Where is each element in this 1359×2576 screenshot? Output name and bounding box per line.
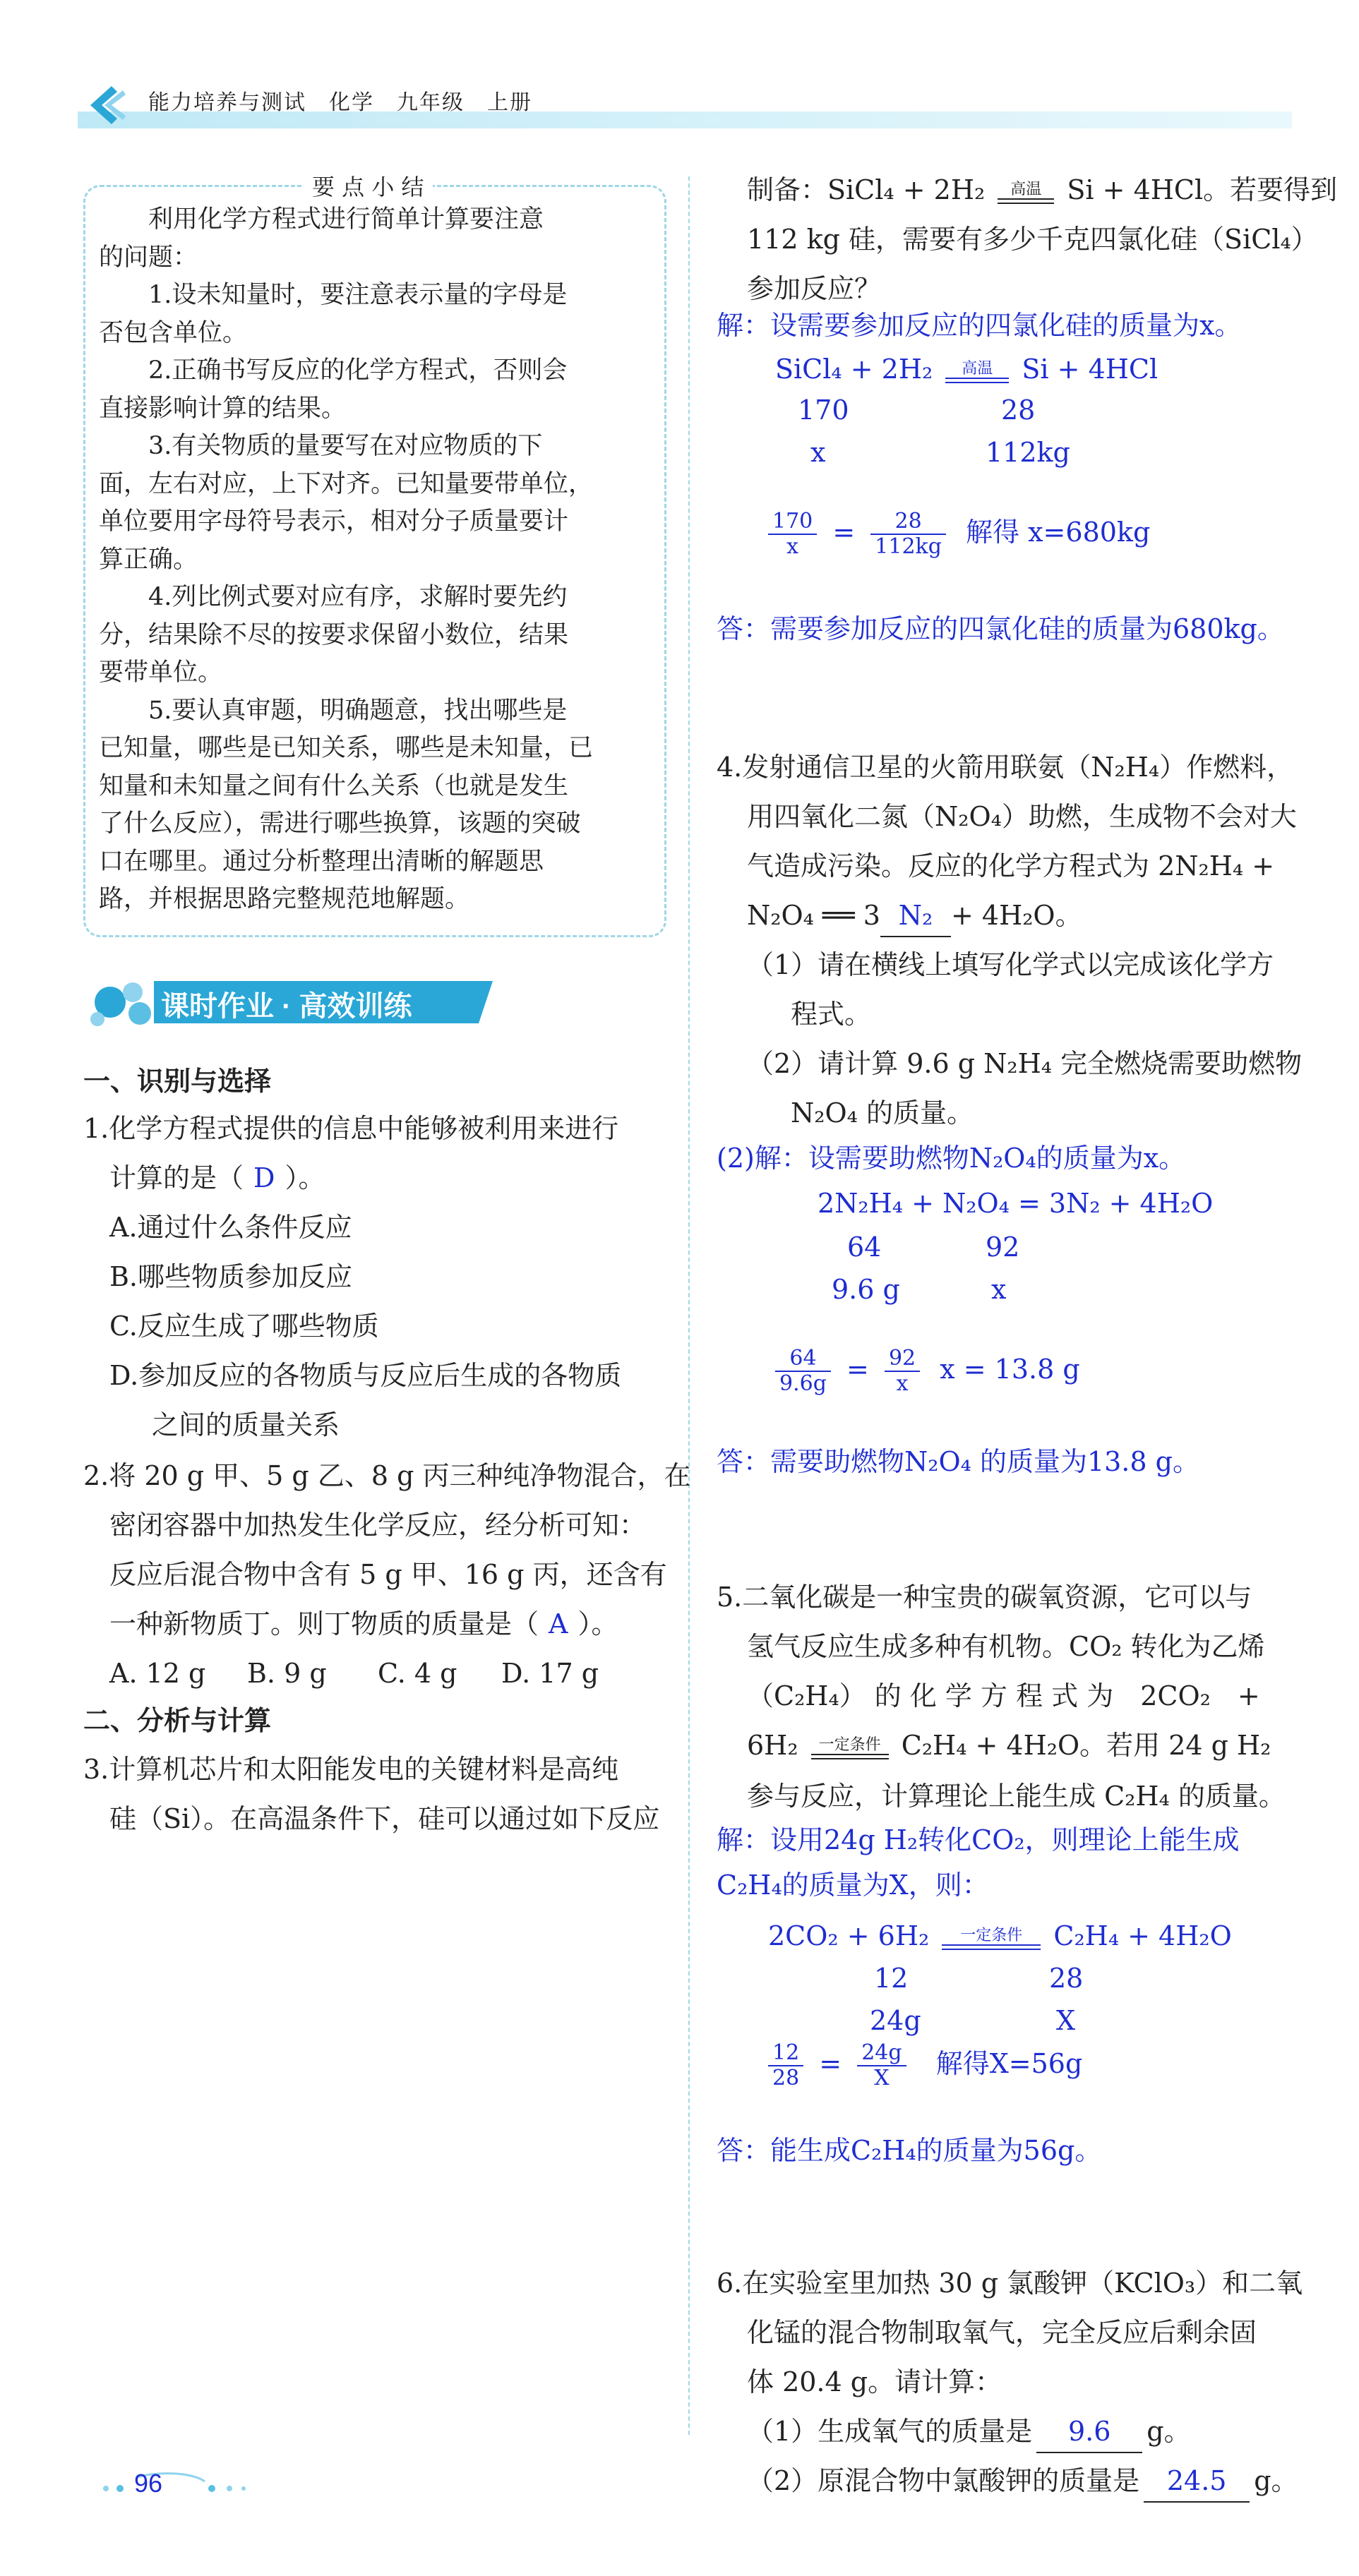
a3-products: Si + 4HCl xyxy=(1022,354,1159,385)
summary-line: 利用化学方程式进行简单计算要注意 xyxy=(99,205,544,234)
q6-part2 xyxy=(747,2460,1298,2503)
q6-part1-answer: 9.6 xyxy=(1036,2411,1142,2453)
summary-text xyxy=(99,201,593,919)
summary-line: 路，并根据思路完整规范地解题。 xyxy=(99,885,470,913)
q4-part2-cont: N₂O₄ 的质量。 xyxy=(791,1097,974,1128)
q6-line1: 6.在实验室里加热 30 g 氯酸钾（KClO₃）和二氧 xyxy=(717,2268,1303,2299)
a5-known: 24g xyxy=(870,2005,921,2036)
q5-line5: 参与反应，计算理论上能生成 C₂H₄ 的质量。 xyxy=(747,1781,1286,1812)
summary-line: 口在哪里。通过分析整理出清晰的解题思 xyxy=(99,847,544,876)
reaction-condition: 高温 xyxy=(962,359,993,378)
summary-line: 2.正确书写反应的化学方程式，否则会 xyxy=(99,356,568,385)
summary-line: 直接影响计算的结果。 xyxy=(99,394,347,423)
q1-stem-end: ）。 xyxy=(285,1162,325,1193)
summary-line: 了什么反应），需进行哪些换算，该题的突破 xyxy=(99,809,581,838)
q1-option-d: D.参加反应的各物质与反应后生成的各物质 xyxy=(109,1360,622,1391)
q6-part2-unit: g。 xyxy=(1254,2465,1298,2496)
fraction-denominator: X xyxy=(874,2066,890,2090)
summary-line: 分，结果除不尽的按要求保留小数位，结果 xyxy=(99,620,569,649)
q4-line1: 4.发射通信卫星的火箭用联氨（N₂H₄）作燃料， xyxy=(717,752,1294,783)
q2-stem: 一种新物质丁。则丁物质的质量是（ xyxy=(109,1608,539,1639)
header-title: 能力培养与测试 化学 九年级 上册 xyxy=(148,91,532,114)
q6-part2-text: （2）原混合物中氯酸钾的质量是 xyxy=(747,2465,1140,2496)
a4-setup: (2)解：设需要助燃物N₂O₄的质量为x。 xyxy=(717,1143,1186,1174)
summary-line: 1.设未知量时，要注意表示量的字母是 xyxy=(99,281,568,309)
q6-part2-answer: 24.5 xyxy=(1144,2460,1250,2503)
a3-equation xyxy=(775,349,1158,390)
q2-line2: 密闭容器中加热发生化学反应，经分析可知： xyxy=(109,1510,647,1541)
a4-known: 9.6 g xyxy=(832,1274,900,1305)
summary-line: 算正确。 xyxy=(99,545,198,574)
q1-line1: 1.化学方程式提供的信息中能够被利用来进行 xyxy=(83,1113,619,1144)
q5-reactant: 6H₂ xyxy=(747,1730,798,1761)
q6-part1-text: （1）生成氧气的质量是 xyxy=(747,2416,1033,2447)
q1-option-a: A.通过什么条件反应 xyxy=(109,1212,352,1243)
a3-answer: 答：需要参加反应的四氯化硅的质量为680kg。 xyxy=(717,613,1284,644)
q2-answer: A xyxy=(549,1608,568,1639)
a4-equation: 2N₂H₄ + N₂O₄ = 3N₂ + 4H₂O xyxy=(818,1188,1214,1219)
q4-equation-end: + 4H₂O。 xyxy=(950,900,1082,931)
fraction-numerator: 64 xyxy=(775,1347,831,1372)
summary-title: 要 点 小 结 xyxy=(304,167,433,207)
section-title-2: 二、分析与计算 xyxy=(83,1707,272,1736)
q3-reactants: 制备：SiCl₄ + 2H₂ xyxy=(747,174,986,205)
banner-label: 课时作业 · 高效训练 xyxy=(161,991,412,1022)
q6-line2: 化锰的混合物制取氧气，完全反应后剩余固 xyxy=(747,2317,1257,2348)
q1-option-c: C.反应生成了哪些物质 xyxy=(109,1311,379,1342)
summary-line: 5.要认真审题，明确题意，找出哪些是 xyxy=(99,696,568,725)
q3-line2: 硅（Si）。在高温条件下，硅可以通过如下反应 xyxy=(109,1803,660,1834)
q5-products: C₂H₄ + 4H₂O。若用 24 g H₂ xyxy=(901,1730,1271,1761)
q2-option-b: B. 9 g xyxy=(247,1658,327,1689)
summary-line: 面，左右对应，上下对齐。已知量要带单位， xyxy=(99,469,594,498)
q4-part1: （1）请在横线上填写化学式以完成该化学方 xyxy=(747,949,1274,980)
a3-known: 112kg xyxy=(986,437,1070,468)
a4-proportion: $\frac{64}{9.6g}$ = $\frac{92}{x}$ x = 13.8 g xyxy=(775,1347,1080,1396)
q3-products: Si + 4HCl。若要得到 xyxy=(1067,174,1338,205)
a3-proportion: $\frac{170}{x}$ = $\frac{28}{112kg}$ 解得 x=680kg xyxy=(768,510,1150,559)
a3-reactants: SiCl₄ + 2H₂ xyxy=(775,354,933,385)
reaction-arrow xyxy=(942,1927,1041,1950)
a3-mr-si: 28 xyxy=(1001,395,1036,426)
reaction-arrow xyxy=(945,361,1009,383)
fraction-numerator: 170 xyxy=(768,510,817,535)
q6-part1 xyxy=(747,2411,1191,2453)
q4-part1-cont: 程式。 xyxy=(791,999,872,1030)
q4-line4 xyxy=(747,895,1082,937)
q6-line3: 体 20.4 g。请计算： xyxy=(747,2366,1002,2397)
q4-blank-answer: N₂ xyxy=(880,895,951,937)
q3-cont-line3: 参加反应？ xyxy=(747,273,882,304)
reaction-arrow xyxy=(998,181,1054,204)
a5-proportion: $\frac{12}{28}$ = $\frac{24g}{X}$ 解得X=56g xyxy=(768,2041,1082,2090)
summary-line: 3.有关物质的量要写在对应物质的下 xyxy=(99,432,543,460)
reaction-condition: 一定条件 xyxy=(818,1735,881,1754)
footer-stars-icon xyxy=(99,2467,282,2503)
fraction-numerator: 28 xyxy=(870,510,946,535)
a4-answer: 答：需要助燃物N₂O₄ 的质量为13.8 g。 xyxy=(717,1446,1199,1477)
summary-line: 单位要用字母符号表示，相对分子质量要计 xyxy=(99,507,569,536)
q1-line2 xyxy=(109,1157,325,1198)
a4-result: x = 13.8 g xyxy=(940,1353,1080,1385)
a5-answer: 答：能生成C₂H₄的质量为56g。 xyxy=(717,2135,1102,2166)
a5-products: C₂H₄ + 4H₂O xyxy=(1053,1920,1232,1951)
q1-answer: D xyxy=(253,1162,275,1193)
a3-setup: 解：设需要参加反应的四氯化硅的质量为x。 xyxy=(717,310,1242,341)
chevron-left-icon xyxy=(83,83,127,127)
q4-part2: （2）请计算 9.6 g N₂H₄ 完全燃烧需要助燃物 xyxy=(747,1048,1303,1079)
a5-setup: 解：设用24g H₂转化CO₂，则理论上能生成 xyxy=(717,1824,1240,1855)
reaction-arrow xyxy=(811,1737,889,1759)
fraction-denominator: 112kg xyxy=(875,534,942,559)
fraction-denominator: 9.6g xyxy=(779,1371,827,1396)
summary-line: 要带单位。 xyxy=(99,658,223,687)
fraction-numerator: 92 xyxy=(885,1347,920,1372)
section-title-1: 一、识别与选择 xyxy=(83,1067,272,1097)
a4-mr-n2o4: 92 xyxy=(986,1232,1020,1263)
q4-equation: N₂O₄ ══ 3 xyxy=(747,900,880,931)
q4-line2: 用四氧化二氮（N₂O₄）助燃，生成物不会对大 xyxy=(747,801,1297,832)
fraction-denominator: x xyxy=(896,1371,909,1396)
page-number: 96 xyxy=(134,2469,163,2498)
a5-reactants: 2CO₂ + 6H₂ xyxy=(768,1920,930,1951)
q4-line3: 气造成污染。反应的化学方程式为 2N₂H₄ + xyxy=(747,850,1275,881)
q2-line3: 反应后混合物中含有 5 g 甲、16 g 丙，还含有 xyxy=(109,1559,667,1590)
q2-line4 xyxy=(109,1603,618,1644)
a5-unknown: X xyxy=(1056,2005,1076,2036)
summary-line: 4.列比例式要对应有序，求解时要先约 xyxy=(99,583,568,611)
q2-stem-end: ）。 xyxy=(577,1608,618,1639)
a4-unknown: x xyxy=(991,1274,1007,1305)
q6-part1-unit: g。 xyxy=(1147,2416,1191,2447)
q1-stem: 计算的是（ xyxy=(109,1162,244,1193)
a5-setup-cont: C₂H₄的质量为X，则： xyxy=(717,1870,989,1901)
q2-option-c: C. 4 g xyxy=(378,1658,457,1689)
q3-cont-line1 xyxy=(747,169,1337,210)
q2-option-a: A. 12 g xyxy=(109,1658,206,1689)
fraction-numerator: 24g xyxy=(857,2041,906,2066)
summary-line: 否包含单位。 xyxy=(99,318,248,347)
a3-unknown: x xyxy=(810,437,826,468)
summary-line: 的问题： xyxy=(99,243,198,272)
summary-line: 知量和未知量之间有什么关系（也就是发生 xyxy=(99,771,569,800)
reaction-condition: 一定条件 xyxy=(960,1926,1023,1944)
column-divider xyxy=(688,176,690,2435)
a4-mr-n2h4: 64 xyxy=(847,1232,882,1263)
a3-result: 解得 x=680kg xyxy=(966,516,1151,548)
q5-line3: （C₂H₄） 的 化 学 方 程 式 为 2CO₂ + xyxy=(747,1680,1260,1711)
a5-equation xyxy=(768,1915,1232,1956)
a3-mr-sicl4: 170 xyxy=(798,395,849,426)
fraction-denominator: 28 xyxy=(772,2066,800,2090)
q2-option-d: D. 17 g xyxy=(501,1658,599,1689)
q1-option-d-cont: 之间的质量关系 xyxy=(152,1409,340,1440)
fraction-numerator: 12 xyxy=(768,2041,803,2066)
a5-mr-h2: 12 xyxy=(874,1963,909,1994)
summary-line: 已知量，哪些是已知关系，哪些是未知量，已 xyxy=(99,734,594,762)
q3-cont-line2: 112 kg 硅，需要有多少千克四氯化硅（SiCl₄） xyxy=(747,224,1318,255)
a5-result: 解得X=56g xyxy=(935,2047,1083,2079)
q5-line2: 氢气反应生成多种有机物。CO₂ 转化为乙烯 xyxy=(747,1631,1265,1662)
q3-line1: 3.计算机芯片和太阳能发电的关键材料是高纯 xyxy=(83,1754,619,1785)
reaction-condition: 高温 xyxy=(1010,180,1042,198)
q5-line1: 5.二氧化碳是一种宝贵的碳氧资源，它可以与 xyxy=(717,1582,1252,1613)
q2-line1: 2.将 20 g 甲、5 g 乙、8 g 丙三种纯净物混合，在 xyxy=(83,1460,691,1491)
q5-line4 xyxy=(747,1725,1271,1766)
a5-mr-c2h4: 28 xyxy=(1049,1963,1084,1994)
fraction-denominator: x xyxy=(786,534,799,559)
q1-option-b: B.哪些物质参加反应 xyxy=(109,1261,353,1292)
